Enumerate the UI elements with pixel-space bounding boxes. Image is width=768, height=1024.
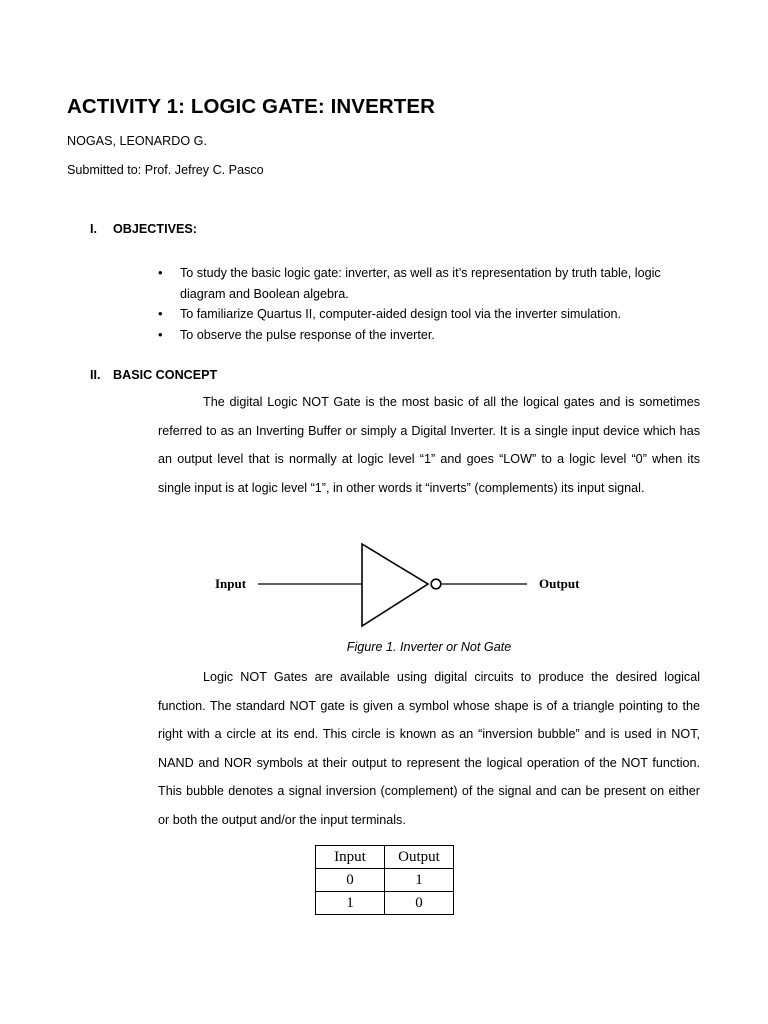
document-title: ACTIVITY 1: LOGIC GATE: INVERTER (67, 95, 436, 118)
truth-table (315, 845, 454, 915)
author-name: NOGAS, LEONARDO G. (67, 134, 207, 148)
figure-caption: Figure 1. Inverter or Not Gate (346, 640, 512, 654)
table-cell: 0 (316, 869, 385, 892)
objective-item: • To observe the pulse response of the inverter. (158, 325, 698, 346)
inverter-triangle-icon (362, 544, 428, 626)
section-title: OBJECTIVES: (113, 222, 197, 236)
paragraph-text: The digital Logic NOT Gate is the most basic of all the logical gates and is sometimes referred to as an Inverting Buffer or simply a Digital Inverter. It is a single input device which has an output level that is normally at logic level “1” and goes “LOW” to a logic level “0” when its single input is at logic level “1”, in other words it “inverts” (complements) its input signal. (158, 395, 700, 495)
objective-item: • To familiarize Quartus II, computer-aided design tool via the inverter simulation. (158, 304, 698, 325)
output-label: Output (539, 576, 580, 591)
objective-item: • To study the basic logic gate: inverter, as well as it’s representation by truth table, logic diagram and Boolean algebra. (158, 263, 698, 304)
inverter-diagram (205, 538, 605, 633)
table-cell: 1 (316, 892, 385, 915)
table-header-row (316, 846, 454, 869)
table-header-cell: Input (316, 846, 385, 869)
objectives-list (158, 263, 698, 345)
section-number: II. (90, 368, 101, 382)
section-number: I. (90, 222, 97, 236)
table-row (316, 892, 454, 915)
table-row (316, 869, 454, 892)
input-label: Input (215, 576, 247, 591)
inversion-bubble-icon (431, 579, 441, 589)
table-header-cell: Output (385, 846, 454, 869)
paragraph-text: Logic NOT Gates are available using digital circuits to produce the desired logical function. The standard NOT gate is given a symbol whose shape is of a triangle pointing to the right with a circle at its end. This circle is known as an “inversion bubble” and is used in NOT, NAND and NOR symbols at their output to represent the logical operation of the NOT function. This bubble denotes a signal inversion (complement) of the signal and can be present on either or both the output and/or the input terminals. (158, 670, 700, 827)
table-cell: 1 (385, 869, 454, 892)
submitted-to: Submitted to: Prof. Jefrey C. Pasco (67, 163, 264, 177)
concept-paragraph-2 (158, 663, 700, 835)
section-title: BASIC CONCEPT (113, 368, 218, 382)
concept-paragraph-1 (158, 388, 700, 502)
table-cell: 0 (385, 892, 454, 915)
